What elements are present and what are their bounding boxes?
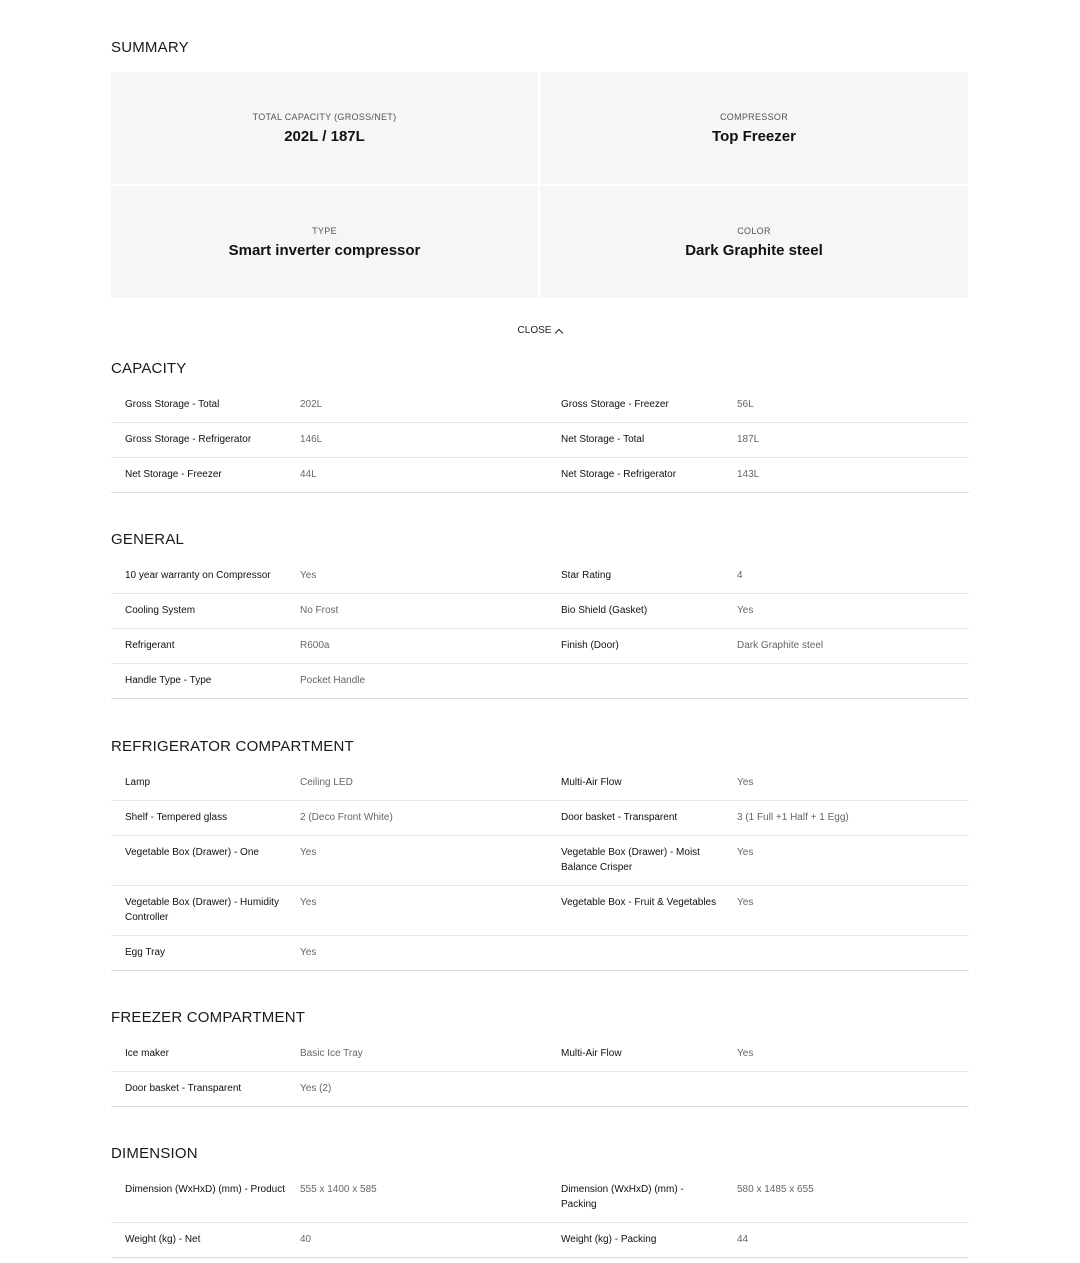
section-title: CAPACITY: [111, 360, 187, 377]
spec-value: 143L: [737, 469, 760, 480]
section-title: REFRIGERATOR COMPARTMENT: [111, 738, 354, 755]
section-general: [111, 529, 969, 699]
spec-key: Vegetable Box (Drawer) - Moist Balance Crisper: [561, 847, 700, 873]
spec-table: [111, 766, 969, 971]
spec-value: [737, 936, 969, 970]
section-freezer: [111, 1007, 969, 1107]
table-row: [111, 766, 969, 800]
close-button[interactable]: [518, 324, 563, 338]
spec-value: [737, 664, 969, 698]
summary-label: TYPE: [312, 225, 337, 236]
spec-value: 555 x 1400 x 585: [300, 1184, 377, 1195]
spec-key: Bio Shield (Gasket): [561, 605, 648, 616]
spec-value: Dark Graphite steel: [737, 640, 824, 651]
summary-label: COLOR: [737, 225, 771, 236]
close-row: [111, 322, 969, 336]
spec-value: 146L: [300, 434, 323, 445]
spec-key: Dimension (WxHxD) (mm) - Product: [125, 1184, 286, 1195]
close-label: CLOSE: [517, 325, 552, 336]
table-row: [111, 559, 969, 593]
spec-value: 44: [737, 1234, 749, 1245]
table-row: [111, 457, 969, 492]
spec-key: Multi-Air Flow: [561, 1048, 622, 1059]
summary-value: Top Freezer: [712, 127, 796, 145]
spec-key: Shelf - Tempered glass: [125, 812, 228, 823]
spec-key: Vegetable Box - Fruit & Vegetables: [561, 897, 717, 908]
spec-table: [111, 388, 969, 493]
spec-value: 202L: [300, 399, 323, 410]
spec-key: Net Storage - Total: [561, 434, 645, 445]
spec-key: Door basket - Transparent: [125, 1083, 242, 1094]
spec-value: 44L: [300, 469, 317, 480]
spec-key: Finish (Door): [561, 640, 619, 651]
spec-value: [737, 1072, 969, 1106]
summary-card-capacity: [111, 72, 538, 184]
table-row: [111, 1173, 969, 1222]
spec-page: [111, 0, 969, 1258]
table-row: [111, 593, 969, 628]
section-dimension: [111, 1143, 969, 1258]
spec-value: Pocket Handle: [300, 675, 366, 686]
spec-key: Cooling System: [125, 605, 196, 616]
spec-key: [548, 936, 737, 970]
spec-key: Egg Tray: [125, 947, 166, 958]
spec-value: Yes: [300, 897, 317, 908]
spec-value: Yes: [737, 777, 754, 788]
spec-value: Yes: [737, 1048, 754, 1059]
spec-key: Weight (kg) - Packing: [561, 1234, 657, 1245]
summary-card-color: [540, 186, 968, 298]
spec-key: Net Storage - Refrigerator: [561, 469, 677, 480]
spec-key: Net Storage - Freezer: [125, 469, 222, 480]
spec-key: Handle Type - Type: [125, 675, 212, 686]
table-row: [111, 800, 969, 835]
table-row: [111, 935, 969, 970]
spec-key: Dimension (WxHxD) (mm) - Packing: [561, 1184, 684, 1210]
table-row: [111, 885, 969, 935]
summary-label: TOTAL CAPACITY (GROSS/NET): [252, 111, 397, 122]
spec-value: 56L: [737, 399, 754, 410]
spec-key: Ice maker: [125, 1048, 169, 1059]
spec-value: Yes: [300, 570, 317, 581]
spec-key: Lamp: [125, 777, 151, 788]
spec-table: [111, 1173, 969, 1258]
table-row: [111, 1222, 969, 1257]
spec-key: Door basket - Transparent: [561, 812, 678, 823]
spec-key: 10 year warranty on Compressor: [125, 570, 271, 581]
summary-value: 202L / 187L: [284, 127, 365, 145]
table-row: [111, 1037, 969, 1071]
spec-key: Vegetable Box (Drawer) - One: [125, 847, 259, 858]
spec-key: Multi-Air Flow: [561, 777, 622, 788]
spec-value: 40: [300, 1234, 312, 1245]
spec-value: Yes: [737, 605, 754, 616]
spec-value: 4: [737, 570, 743, 581]
section-refrigerator: [111, 736, 969, 971]
spec-key: Gross Storage - Refrigerator: [125, 434, 252, 445]
spec-key: Gross Storage - Total: [125, 399, 220, 410]
spec-value: Yes (2): [300, 1083, 332, 1094]
table-row: [111, 422, 969, 457]
spec-key: Refrigerant: [125, 640, 175, 651]
summary-value: Smart inverter compressor: [228, 241, 421, 259]
spec-sections: [111, 358, 969, 1258]
summary-grid: [111, 72, 969, 298]
table-row: [111, 835, 969, 885]
spec-value: Ceiling LED: [300, 777, 353, 788]
spec-value: No Frost: [300, 605, 339, 616]
table-row: [111, 388, 969, 422]
spec-value: R600a: [300, 640, 330, 651]
spec-value: Yes: [737, 847, 754, 858]
spec-value: 187L: [737, 434, 760, 445]
section-title: GENERAL: [111, 531, 185, 548]
section-title: DIMENSION: [111, 1145, 198, 1162]
spec-table: [111, 559, 969, 699]
spec-key: [548, 1072, 737, 1106]
summary-card-compressor: [540, 72, 968, 184]
table-row: [111, 628, 969, 663]
spec-key: Star Rating: [561, 570, 612, 581]
section-capacity: [111, 358, 969, 493]
summary-value: Dark Graphite steel: [685, 241, 823, 259]
spec-key: Vegetable Box (Drawer) - Humidity Controller: [125, 897, 279, 923]
summary-title: SUMMARY: [111, 39, 189, 56]
summary-card-type: [111, 186, 538, 298]
spec-key: Gross Storage - Freezer: [561, 399, 669, 410]
spec-value: Yes: [737, 897, 754, 908]
spec-value: 580 x 1485 x 655: [737, 1184, 814, 1195]
spec-value: Yes: [300, 947, 317, 958]
spec-value: Basic Ice Tray: [300, 1048, 363, 1059]
spec-key: [548, 664, 737, 698]
spec-value: 3 (1 Full +1 Half + 1 Egg): [737, 812, 849, 823]
section-title: FREEZER COMPARTMENT: [111, 1009, 306, 1026]
spec-value: Yes: [300, 847, 317, 858]
spec-key: Weight (kg) - Net: [125, 1234, 201, 1245]
summary-label: COMPRESSOR: [719, 111, 788, 122]
spec-table: [111, 1037, 969, 1107]
chevron-up-icon: [555, 328, 563, 336]
table-row: [111, 663, 969, 698]
spec-value: 2 (Deco Front White): [300, 812, 393, 823]
table-row: [111, 1071, 969, 1106]
